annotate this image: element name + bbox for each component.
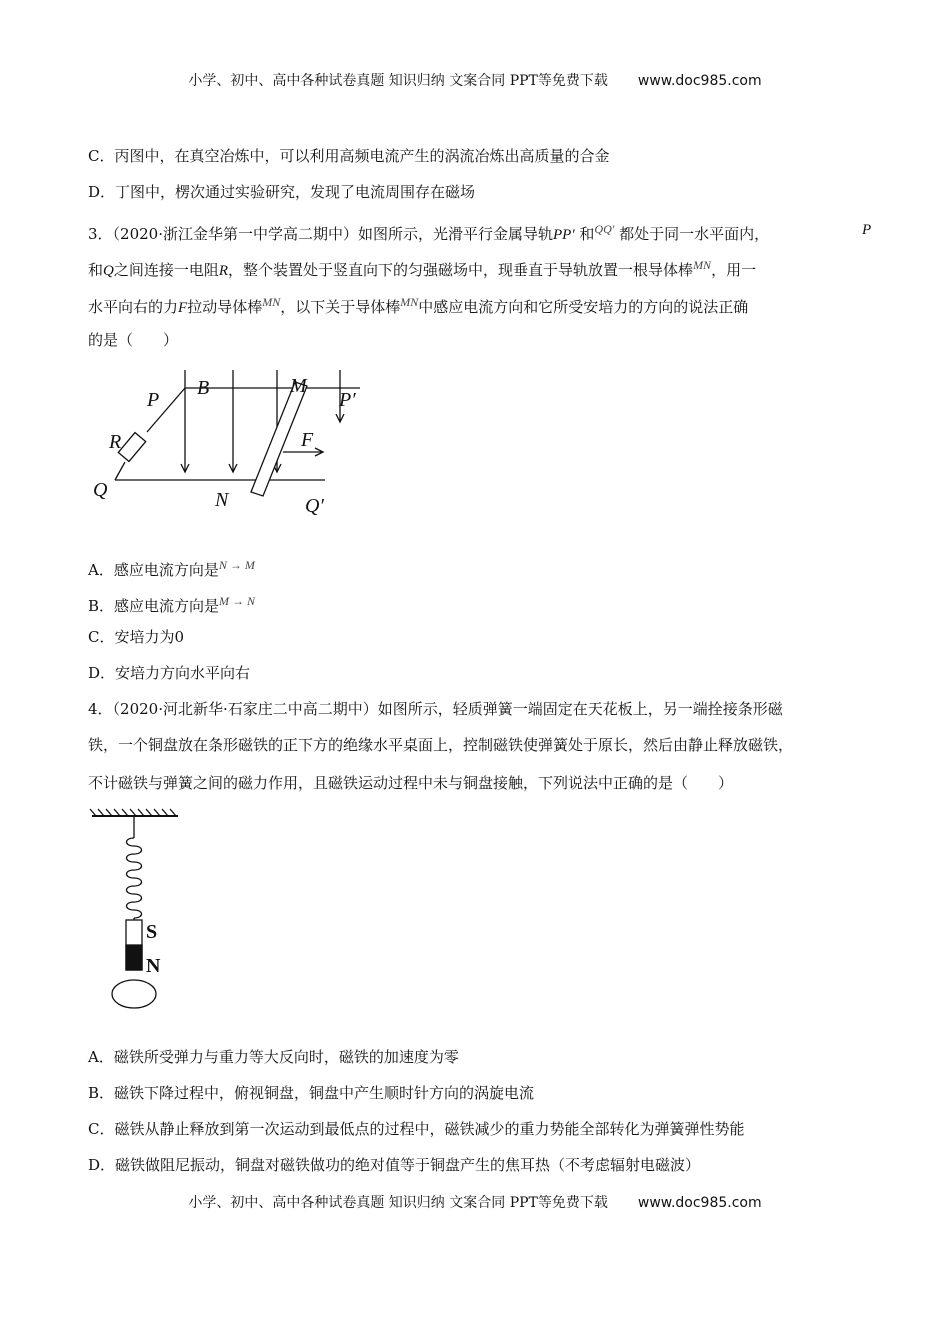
- page-footer: [0, 1192, 950, 1212]
- math: N → M: [218, 558, 255, 572]
- math-pp: PP′: [553, 227, 575, 243]
- label-q-prime: Q′: [305, 495, 324, 517]
- label-q: Q: [93, 479, 108, 501]
- text: ，以下关于导体棒: [280, 298, 401, 316]
- math-mn: MN: [400, 295, 419, 309]
- math-p: P: [862, 222, 872, 238]
- text: 3．（2020·浙江金华第一中学高二期中）如图所示，光滑平行金属导轨: [88, 225, 553, 243]
- math-mn: MN: [262, 295, 281, 309]
- footer-text: 小学、初中、高中各种试卷真题 知识归纳 文案合同 PPT等免费下载: [188, 1195, 608, 1211]
- label-s: S: [146, 921, 158, 943]
- page-header: [0, 70, 950, 90]
- q4-line-1: 4．（2020·河北新华·石家庄二中高二期中）如图所示，轻质弹簧一端固定在天花板上，另一端拴接条形磁: [88, 700, 783, 718]
- label-n: N: [146, 955, 161, 977]
- q4-line-2: 铁，一个铜盘放在条形磁铁的正下方的绝缘水平桌面上，控制磁铁使弹簧处于原长，然后由静止释放磁铁，: [88, 736, 794, 754]
- text: 拉动导体棒: [187, 298, 263, 316]
- q3-option-b[interactable]: [88, 591, 255, 616]
- footer-url[interactable]: www.doc985.com: [637, 1195, 762, 1211]
- q4-option-a[interactable]: A．磁铁所受弹力与重力等大反向时，磁铁的加速度为零: [88, 1048, 459, 1066]
- q3-line-1: [88, 219, 872, 245]
- math-f: F: [178, 300, 188, 316]
- text: 都处于同一水平面内，: [619, 225, 770, 243]
- math-r: R: [218, 263, 229, 279]
- header-url[interactable]: www.doc985.com: [637, 73, 762, 89]
- text: B．感应电流方向是: [88, 597, 220, 615]
- prev-option-c: C．丙图中，在真空冶炼中，可以利用高频电流产生的涡流冶炼出高质量的合金: [88, 147, 610, 165]
- q3-option-a[interactable]: [88, 555, 255, 580]
- label-p: P: [147, 389, 160, 411]
- math-qq: QQ′: [594, 222, 615, 236]
- text: 和: [579, 225, 595, 243]
- text: ，整个装置处于竖直向下的匀强磁场中，现垂直于导轨放置一根导体棒: [228, 261, 694, 279]
- text: 水平向右的力: [88, 298, 179, 316]
- header-text: 小学、初中、高中各种试卷真题 知识归纳 文案合同 PPT等免费下载: [188, 73, 608, 89]
- q3-option-d[interactable]: D．安培力方向水平向右: [88, 664, 251, 682]
- q3-line-2: [88, 255, 756, 281]
- label-n: N: [215, 489, 229, 511]
- label-f: F: [301, 429, 314, 451]
- q4-option-b[interactable]: B．磁铁下降过程中，俯视铜盘，铜盘中产生顺时针方向的涡旋电流: [88, 1084, 535, 1102]
- q4-option-c[interactable]: C．磁铁从静止释放到第一次运动到最低点的过程中，磁铁减少的重力势能全部转化为弹簧弹性势能: [88, 1120, 745, 1138]
- label-m: M: [290, 375, 307, 397]
- q3-line-3: [88, 292, 748, 318]
- label-r: R: [109, 431, 122, 453]
- text: 和: [88, 261, 104, 279]
- text: A．感应电流方向是: [88, 561, 219, 579]
- q3-option-c[interactable]: C．安培力为0: [88, 628, 185, 646]
- q4-line-3: 不计磁铁与弹簧之间的磁力作用，且磁铁运动过程中未与铜盘接触，下列说法中正确的是（ ）: [88, 774, 734, 792]
- spring-magnet-diagram: [88, 808, 188, 1013]
- math: M → N: [219, 594, 256, 608]
- q4-option-d[interactable]: D．磁铁做阻尼振动，铜盘对磁铁做功的绝对值等于铜盘产生的焦耳热（不考虑辐射电磁波）: [88, 1156, 701, 1174]
- math-mn: MN: [693, 258, 712, 272]
- text: ，用一: [711, 261, 757, 279]
- q3-line-4: 的是（ ）: [88, 331, 179, 349]
- label-b: B: [197, 377, 210, 399]
- math-q: Q: [103, 263, 114, 279]
- rail-diagram: [85, 362, 375, 522]
- text: 中感应电流方向和它所受安培力的方向的说法正确: [418, 298, 749, 316]
- label-p-prime: P′: [339, 389, 356, 411]
- prev-option-d: D．丁图中，楞次通过实验研究，发现了电流周围存在磁场: [88, 183, 476, 201]
- text: 之间连接一电阻: [113, 261, 219, 279]
